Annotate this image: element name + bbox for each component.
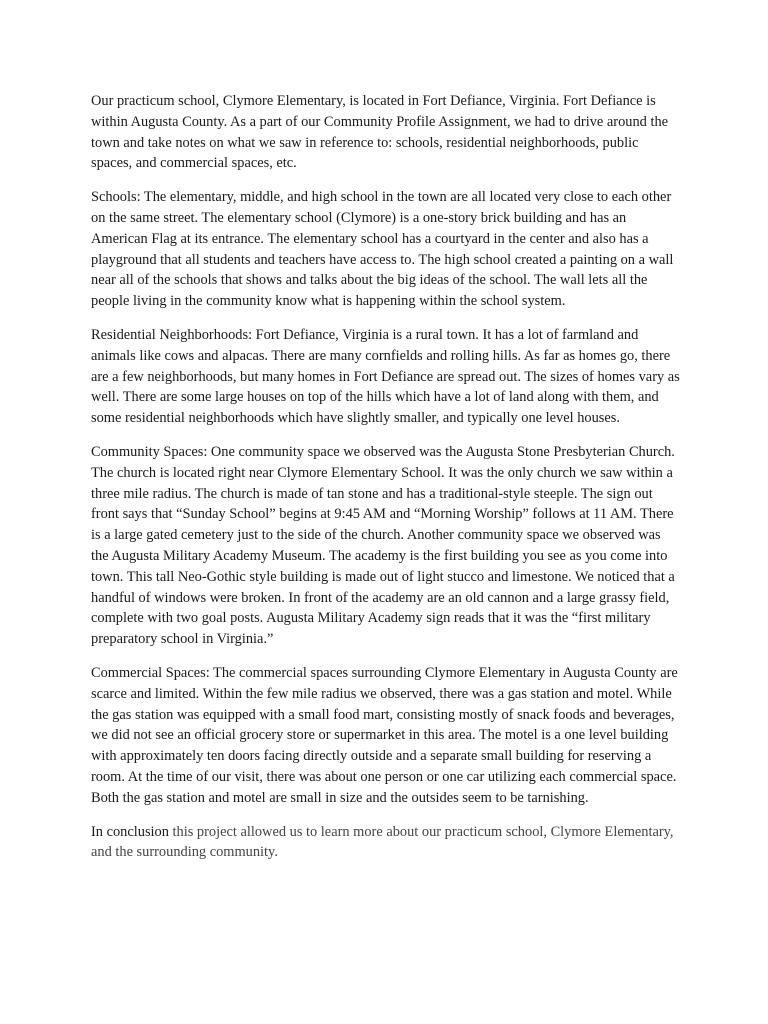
paragraph-schools: Schools: The elementary, middle, and high school in the town are all located very close to each other on the same street. The elementary school (Clymore) is a one-story brick building and has an American Flag at its entrance. The elementary school has a courtyard in the center and also has a playground that all students and teachers have access to. The high school created a painting on a wall near all of the schools that shows and talks about the big ideas of the school. The wall lets all the people living in the community know what is happening within the school system. [91,189,674,310]
paragraph-intro: Our practicum school, Clymore Elementary, is located in Fort Defiance, Virginia. Fort Defiance is within Augusta County. As a part of our Community Profile Assignment, we had to drive around the town and take notes on what we saw in reference to: schools, residential neighborhoods, public spaces, and commercial spaces, etc. [91,93,669,172]
conclusion-lead: In conclusion [91,823,169,840]
paragraph-community-spaces: Community Spaces: One community space we observed was the Augusta Stone Presbyterian Church. The church is located right near Clymore Elementary School. It was the only church we saw within a three mile radius. The church is made of tan stone and has a traditional-style steeple. The sign out front says that “Sunday School” begins at 9:45 AM and “Morning Worship” follows at 11 AM. There is a large gated cemetery just to the side of the church. Another community space we observed was the Augusta Military Academy Museum. The academy is the first building you see as you come into town. This tall Neo-Gothic style building is made out of light stucco and limestone. We noticed that a handful of windows were broken. In front of the academy are an old cannon and a large grassy field, complete with two goal posts. Augusta Military Academy sign reads that it was the “first military preparatory school in Virginia.” [91,443,675,648]
paragraph-residential-neighborhoods: Residential Neighborhoods: Fort Defiance, Virginia is a rural town. It has a lot of farmland and animals like cows and alpacas. There are many cornfields and rolling hills. As far as homes go, there are a few neighborhoods, but many homes in Fort Defiance are spread out. The sizes of homes vary as well. There are some large houses on top of the hills which have a lot of land along with them, and some residential neighborhoods which have slightly smaller, and typically one level houses. [91,326,680,427]
paragraph-commercial-spaces: Commercial Spaces: The commercial spaces surrounding Clymore Elementary in Augusta County are scarce and limited. Within the few mile radius we observed, there was a gas station and motel. While the gas station was equipped with a small food mart, consisting mostly of snack foods and beverages, we did not see an official grocery store or supermarket in this area. The motel is a one level building with approximately ten doors facing directly outside and a separate small building for reserving a room. At the time of our visit, there was about one person or one car utilizing each commercial space. Both the gas station and motel are small in size and the outsides seem to be tarnishing. [91,664,678,806]
conclusion-text: this project allowed us to learn more about our practicum school, Clymore Elementary, and the surrounding community. [91,823,674,861]
document-body [91,91,681,876]
paragraph-conclusion [91,822,681,864]
